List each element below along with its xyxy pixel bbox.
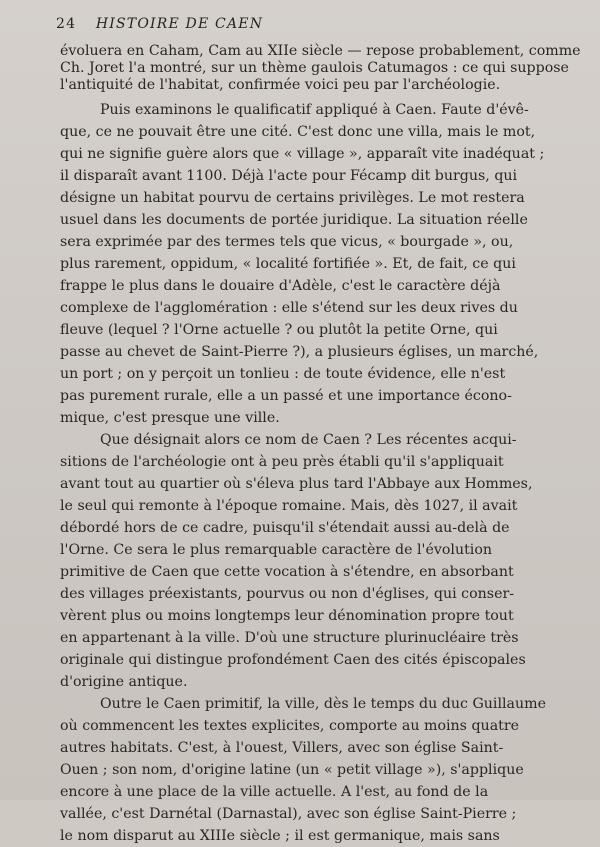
text-line: frappe le plus dans le douaire d'Adèle, c'est le caractère déjà — [60, 278, 501, 294]
page-number: 24 — [56, 16, 77, 32]
text-line: pas purement rurale, elle a un passé et une importance écono- — [60, 388, 512, 404]
text-line: autres habitats. C'est, à l'ouest, Villers, avec son église Saint- — [60, 740, 504, 756]
text-line: en appartenant à la ville. D'où une structure plurinucléaire très — [60, 630, 519, 646]
text-line: avant tout au quartier où s'éleva plus tard l'Abbaye aux Hommes, — [60, 476, 533, 492]
text-line: mique, c'est presque une ville. — [60, 410, 280, 426]
page-header — [56, 16, 263, 32]
text-line: d'origine antique. — [60, 674, 188, 690]
running-title: HISTOIRE DE CAEN — [95, 16, 264, 32]
text-line: un port ; on y perçoit un tonlieu : de toute évidence, elle n'est — [60, 366, 506, 382]
text-line: sera exprimée par des termes tels que vicus, « bourgade », ou, — [60, 234, 514, 250]
paragraph — [60, 693, 560, 847]
text-line: débordé hors de ce cadre, puisqu'il s'étendait aussi au-delà de — [60, 520, 510, 536]
text-line: complexe de l'agglomération : elle s'étend sur les deux rives du — [60, 300, 518, 316]
text-line: primitive de Caen que cette vocation à s'étendre, en absorbant — [60, 564, 514, 580]
text-line: le seul qui remonte à l'époque romaine. Mais, dès 1027, il avait — [60, 498, 518, 514]
text-line: il disparaît avant 1100. Déjà l'acte pour Fécamp dit burgus, qui — [60, 168, 518, 184]
text-line: vallée, c'est Darnétal (Darnastal), avec son église Saint-Pierre ; — [60, 806, 517, 822]
text-line: fleuve (lequel ? l'Orne actuelle ? ou plutôt la petite Orne, qui — [60, 322, 498, 338]
text-line: Puis examinons le qualificatif appliqué à Caen. Faute d'évê- — [100, 102, 529, 118]
text-line: l'Orne. Ce sera le plus remarquable caractère de l'évolution — [60, 542, 493, 558]
text-line: évoluera en Caham, Cam au XIIe siècle — repose probablement, comme — [60, 43, 581, 59]
text-line: Ouen ; son nom, d'origine latine (un « petit village »), s'applique — [60, 762, 524, 778]
text-line: des villages préexistants, pourvus ou non d'églises, qui conser- — [60, 586, 515, 602]
paragraph — [60, 43, 581, 94]
text-line: vèrent plus ou moins longtemps leur dénomination propre tout — [60, 608, 514, 624]
text-line: encore à une place de la ville actuelle. A l'est, au fond de la — [60, 784, 489, 800]
text-line: où commencent les textes explicites, comporte au moins quatre — [60, 718, 520, 734]
text-line: Ch. Joret l'a montré, sur un thème gaulois Catumagos : ce qui suppose — [60, 60, 569, 76]
text-line: Outre le Caen primitif, la ville, dès le temps du duc Guillaume — [100, 696, 546, 712]
text-line: usuel dans les documents de portée juridique. La situation réelle — [60, 212, 528, 228]
page-body — [60, 43, 581, 847]
text-line: désigne un habitat pourvu de certains privilèges. Le mot restera — [60, 190, 525, 206]
text-line: sitions de l'archéologie ont à peu près établi qu'il s'appliquait — [60, 454, 504, 470]
text-line: l'antiquité de l'habitat, confirmée voici peu par l'archéologie. — [60, 77, 501, 93]
text-line: originale qui distingue profondément Caen des cités épiscopales — [60, 652, 526, 668]
text-line: le nom disparut au XIIIe siècle ; il est germanique, mais sans — [60, 828, 500, 844]
text-line: Que désignait alors ce nom de Caen ? Les récentes acqui- — [100, 432, 517, 448]
paragraph — [60, 429, 560, 693]
paragraph — [60, 99, 560, 429]
text-line: qui ne signifie guère alors que « village », apparaît vite inadéquat ; — [60, 146, 545, 162]
text-line: plus rarement, oppidum, « localité fortifiée ». Et, de fait, ce qui — [60, 256, 516, 272]
text-line: que, ce ne pouvait être une cité. C'est donc une villa, mais le mot, — [60, 124, 536, 140]
text-line: passe au chevet de Saint-Pierre ?), a plusieurs églises, un marché, — [60, 344, 539, 360]
